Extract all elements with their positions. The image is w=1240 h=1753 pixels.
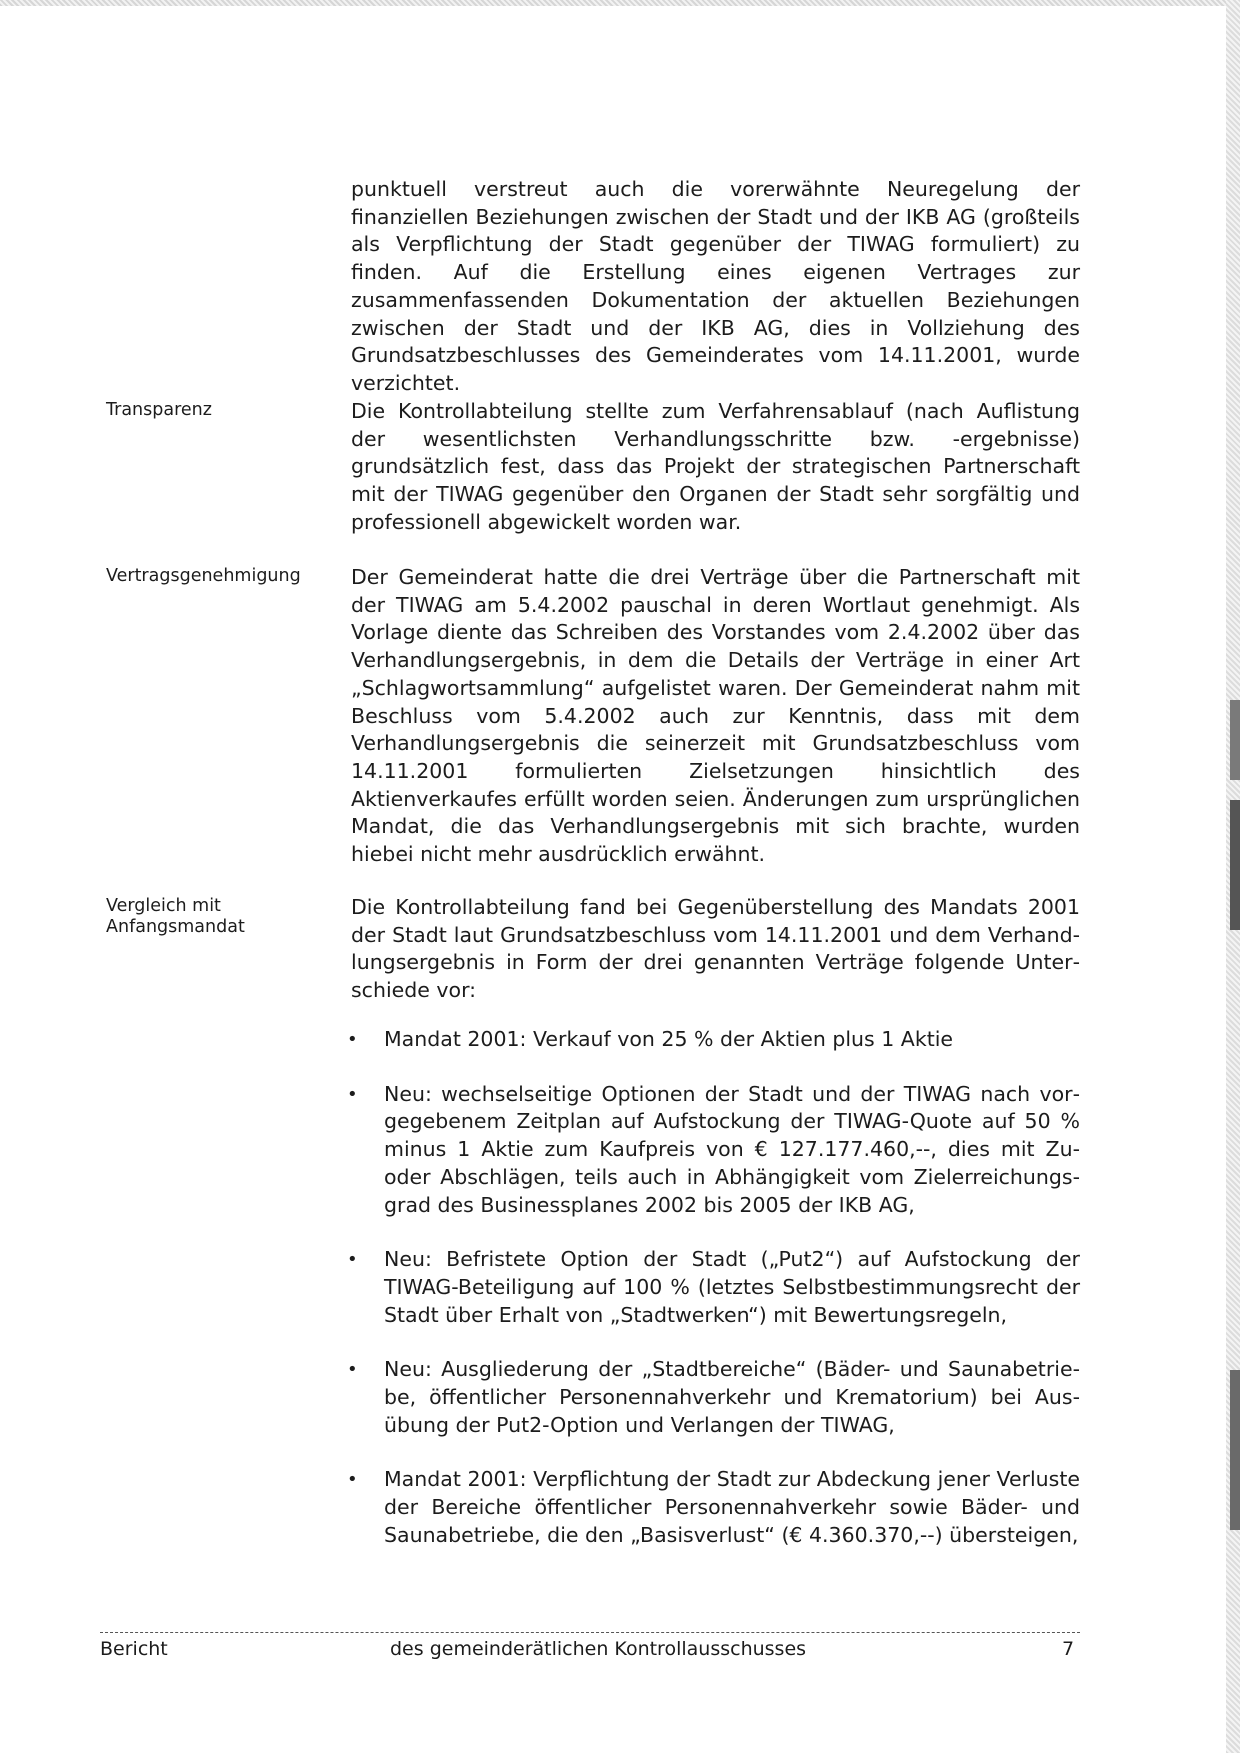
footer-center-text: des gemeinderätlichen Kontrollausschusses bbox=[390, 1638, 807, 1660]
paragraph-vertragsgenehmigung: Der Gemeinderat hatte die drei Verträge über die Partnerschaft mit der TIWAG am 5.4.2002 pauschal in deren Wortlaut genehmigt. Als Vorlage diente das Schreiben des Vorstandes vom 2.4.2002 über das Verhandlungsergebnis, in dem die Details der Verträge in einer Art „Schlagwortsammlung“ aufgelistet waren. Der Gemeinderat nahm mit Beschluss vom 5.4.2002 auch zur Kenntnis, dass mit dem Verhandlungsergebnis die seinerzeit mit Grundsatzbeschluss vom 14.11.2001 formulierten Zielsetzungen hinsichtlich des Aktienverkaufes erfüllt worden seien. Änderungen zum ursprünglichen Mandat, die das Verhandlungsergebnis mit sich brachte, wurden hiebei nicht mehr ausdrücklich erwähnt. bbox=[351, 565, 1080, 867]
list-item-text: Mandat 2001: Verpflichtung der Stadt zur Abdeckung jener Verluste der Bereiche öffentlicher Personennahverkehr sowie Bäder- und Saunabetriebe, die den „Basisverlust“ (€ 4.360.370,--) übersteigen, bbox=[384, 1467, 1080, 1547]
footer-divider bbox=[100, 1632, 1080, 1633]
bullet-icon: • bbox=[347, 1083, 358, 1105]
footer-left-text: Bericht bbox=[100, 1638, 168, 1660]
list-item bbox=[344, 1246, 1080, 1329]
paragraph-vergleich: Die Kontrollabteilung fand bei Gegenüberstellung des Mandats 2001 der Stadt laut Grundsatzbeschluss vom 14.11.2001 und dem Verhandlungsergebnis in Form der drei genannten Verträge folgende Unterschiede vor: bbox=[351, 895, 1080, 1003]
list-item bbox=[344, 1026, 1080, 1054]
list-item-text: Neu: Befristete Option der Stadt („Put2“) auf Aufstockung der TIWAG-Beteiligung auf 100 % (letztes Selbstbestimmungsrecht der Stadt über Erhalt von „Stadtwerken“) mit Bewertungsregeln, bbox=[384, 1247, 1080, 1327]
list-item bbox=[344, 1081, 1080, 1220]
margin-note-vergleich bbox=[106, 896, 326, 938]
scan-border-top bbox=[0, 0, 1240, 6]
list-item bbox=[344, 1356, 1080, 1439]
paragraph-intro: punktuell verstreut auch die vorerwähnte Neuregelung der finanziellen Beziehungen zwischen der Stadt und der IKB AG (großteils als Verpflichtung der Stadt gegenüber der TIWAG formuliert) zu finden. Auf die Erstellung eines eigenen Vertrages zur zusammenfassenden Dokumentation der aktuellen Beziehungen zwischen der Stadt und der IKB AG, dies in Vollziehung des Grundsatzbeschlusses des Gemeinderates vom 14.11.2001, wurde verzichtet. bbox=[351, 177, 1080, 395]
bullet-icon: • bbox=[347, 1359, 358, 1381]
bullet-icon: • bbox=[347, 1029, 358, 1050]
page-number: 7 bbox=[1062, 1638, 1075, 1660]
margin-note-line: Vergleich mit bbox=[106, 896, 221, 916]
paragraph-transparenz: Die Kontrollabteilung stellte zum Verfahrensablauf (nach Auflistung der wesentlichsten Verhandlungsschritte bzw. -ergebnisse) grundsätzlich fest, dass das Projekt der strategischen Partnerschaft mit der TIWAG gegenüber den Organen der Stadt sehr sorgfältig und professionell abgewickelt worden war. bbox=[351, 399, 1080, 534]
bullet-icon: • bbox=[347, 1469, 358, 1491]
margin-note-line: Anfangsmandat bbox=[106, 917, 245, 937]
difference-list bbox=[344, 1026, 1080, 1577]
list-item-text: Mandat 2001: Verkauf von 25 % der Aktien plus 1 Aktie bbox=[384, 1027, 954, 1051]
scan-mark bbox=[1230, 800, 1240, 930]
margin-note-transparenz: Transparenz bbox=[106, 400, 212, 420]
bullet-icon: • bbox=[347, 1249, 358, 1271]
list-item bbox=[344, 1466, 1080, 1549]
list-item-text: Neu: Ausgliederung der „Stadtbereiche“ (Bäder- und Saunabetriebe, öffentlicher Personennahverkehr und Krematorium) bei Ausübung der Put2-Option und Verlangen der TIWAG, bbox=[384, 1357, 1080, 1437]
scan-mark bbox=[1230, 700, 1240, 780]
margin-note-vertragsgenehmigung: Vertragsgenehmigung bbox=[106, 566, 301, 586]
scan-mark bbox=[1230, 1370, 1240, 1530]
list-item-text: Neu: wechselseitige Optionen der Stadt und der TIWAG nach vorgegebenem Zeitplan auf Aufstockung der TIWAG-Quote auf 50 % minus 1 Aktie zum Kaufpreis von € 127.177.460,--, dies mit Zu- oder Abschlägen, teils auch in Abhängigkeit vom Zielerreichungsgrad des Businessplanes 2002 bis 2005 der IKB AG, bbox=[384, 1081, 1080, 1217]
